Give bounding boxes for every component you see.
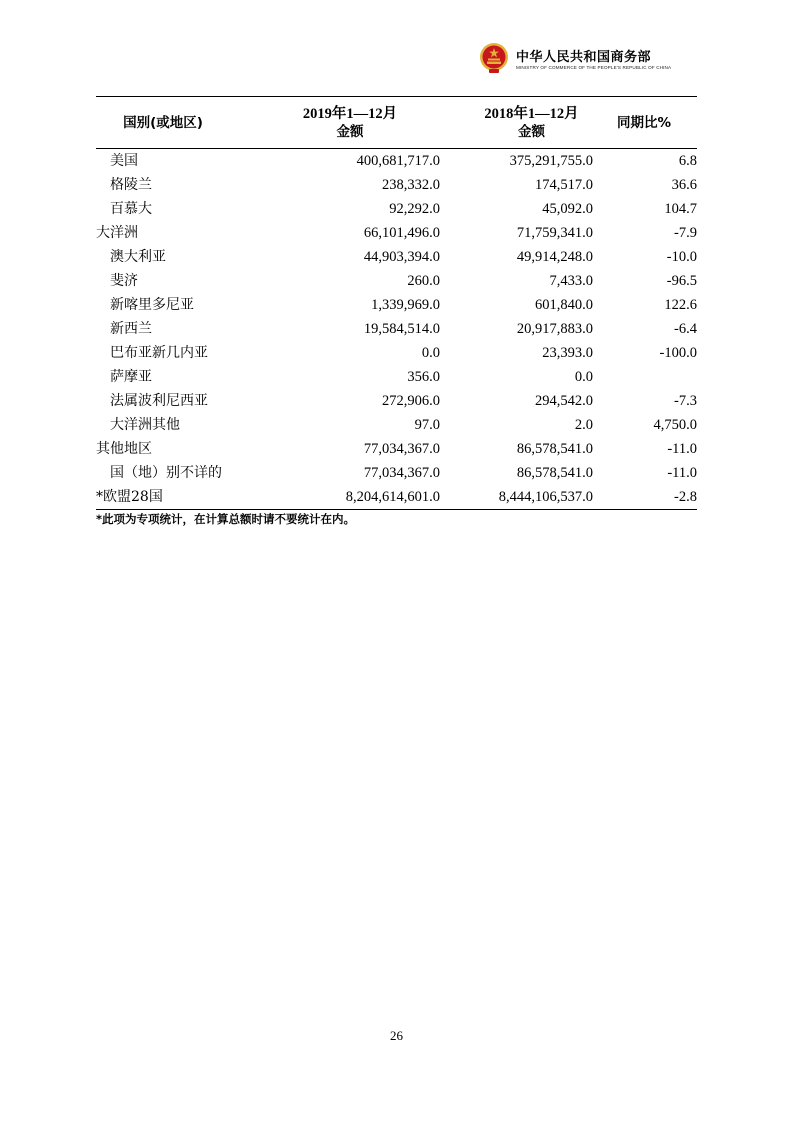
trade-table <box>96 96 697 510</box>
cell-amount-2019: 1,339,969.0 <box>371 297 440 313</box>
cell-amount-2019: 97.0 <box>414 417 440 433</box>
header-2018-amount: 金额 <box>518 123 545 140</box>
table-row <box>96 365 697 389</box>
table-row <box>96 341 697 365</box>
cell-amount-2018: 45,092.0 <box>542 201 593 217</box>
cell-amount-2019: 19,584,514.0 <box>363 321 440 337</box>
table-row <box>96 461 697 485</box>
cell-amount-2018: 8,444,106,537.0 <box>440 485 593 510</box>
cell-amount-2018: 20,917,883.0 <box>516 321 593 337</box>
page-number: 26 <box>390 1028 403 1043</box>
cell-country: *欧盟28国 <box>96 485 230 510</box>
cell-amount-2019: 44,903,394.0 <box>363 249 440 265</box>
ministry-name-en: MINISTRY OF COMMERCE OF THE PEOPLE'S REPUBLIC OF CHINA <box>516 65 672 70</box>
header-2018 <box>440 97 593 149</box>
cell-amount-2018: 86,578,541.0 <box>516 465 593 481</box>
cell-amount-2018: 49,914,248.0 <box>516 249 593 265</box>
cell-amount-2019: 272,906.0 <box>382 393 440 409</box>
cell-country: 百慕大 <box>110 201 152 217</box>
cell-country: 新喀里多尼亚 <box>110 297 194 313</box>
cell-yoy: 6.8 <box>678 153 697 169</box>
header-2019-period: 2019年1—12月 <box>302 105 398 122</box>
cell-amount-2019: 260.0 <box>407 273 440 289</box>
cell-amount-2019: 356.0 <box>407 369 440 385</box>
table-row <box>96 149 697 174</box>
ministry-name-cn: 中华人民共和国商务部 <box>516 50 652 65</box>
cell-yoy: -7.9 <box>674 225 697 241</box>
cell-yoy: -11.0 <box>667 465 697 481</box>
cell-country: 格陵兰 <box>110 177 152 193</box>
cell-country: 法属波利尼西亚 <box>110 393 208 409</box>
cell-amount-2018: 7,433.0 <box>549 273 593 289</box>
cell-yoy: 36.6 <box>671 177 697 193</box>
cell-yoy: -2.8 <box>593 485 697 510</box>
cell-amount-2018: 71,759,341.0 <box>516 225 593 241</box>
cell-amount-2018: 23,393.0 <box>542 345 593 361</box>
trade-table-container <box>96 96 697 510</box>
cell-amount-2018: 86,578,541.0 <box>516 441 593 457</box>
cell-amount-2018: 174,517.0 <box>535 177 593 193</box>
table-row <box>96 437 697 461</box>
cell-amount-2018: 2.0 <box>574 417 593 433</box>
national-emblem-icon <box>478 42 510 74</box>
cell-yoy: -10.0 <box>666 249 697 265</box>
cell-amount-2018: 375,291,755.0 <box>509 153 593 169</box>
table-row <box>96 413 697 437</box>
cell-yoy: -7.3 <box>674 393 697 409</box>
cell-yoy: -100.0 <box>659 345 697 361</box>
cell-yoy: 122.6 <box>664 297 697 313</box>
header-2019-amount: 金额 <box>336 123 364 140</box>
header-yoy: 同期比% <box>593 97 697 149</box>
cell-country: 其他地区 <box>96 441 152 457</box>
cell-amount-2018: 601,840.0 <box>535 297 593 313</box>
cell-yoy <box>593 365 697 389</box>
cell-amount-2019: 77,034,367.0 <box>363 441 440 457</box>
cell-amount-2018: 0.0 <box>574 369 593 385</box>
cell-yoy: -11.0 <box>667 441 697 457</box>
ministry-header <box>478 42 678 78</box>
cell-yoy: 104.7 <box>664 201 697 217</box>
cell-country: 大洋洲其他 <box>110 417 180 433</box>
cell-country: 大洋洲 <box>96 225 138 241</box>
table-row <box>96 197 697 221</box>
cell-yoy: -6.4 <box>674 321 697 337</box>
cell-country: 新西兰 <box>110 321 152 337</box>
table-row <box>96 245 697 269</box>
cell-country: 国（地）别不详的 <box>110 465 222 481</box>
table-row <box>96 293 697 317</box>
cell-amount-2019: 0.0 <box>421 345 440 361</box>
header-2019 <box>230 97 440 149</box>
table-row <box>96 269 697 293</box>
cell-country: 萨摩亚 <box>110 369 152 385</box>
cell-country: 斐济 <box>110 273 138 289</box>
cell-yoy: 4,750.0 <box>653 417 697 433</box>
cell-amount-2018: 294,542.0 <box>535 393 593 409</box>
header-country: 国别(或地区) <box>96 97 230 149</box>
cell-amount-2019: 400,681,717.0 <box>356 153 440 169</box>
cell-country: 美国 <box>110 153 138 169</box>
cell-amount-2019: 8,204,614,601.0 <box>230 485 440 510</box>
table-row <box>96 317 697 341</box>
table-row <box>96 173 697 197</box>
table-row <box>96 221 697 245</box>
header-2018-period: 2018年1—12月 <box>484 105 579 122</box>
cell-country: 澳大利亚 <box>110 249 166 265</box>
cell-amount-2019: 77,034,367.0 <box>363 465 440 481</box>
cell-amount-2019: 238,332.0 <box>382 177 440 193</box>
cell-country: 巴布亚新几内亚 <box>110 345 208 361</box>
table-row <box>96 389 697 413</box>
table-row <box>96 485 697 510</box>
table-body <box>96 149 697 510</box>
cell-amount-2019: 66,101,496.0 <box>363 225 440 241</box>
footnote: *此项为专项统计，在计算总额时请不要统计在内。 <box>96 512 356 526</box>
table-header <box>96 97 697 149</box>
cell-amount-2019: 92,292.0 <box>389 201 440 217</box>
cell-yoy: -96.5 <box>666 273 697 289</box>
